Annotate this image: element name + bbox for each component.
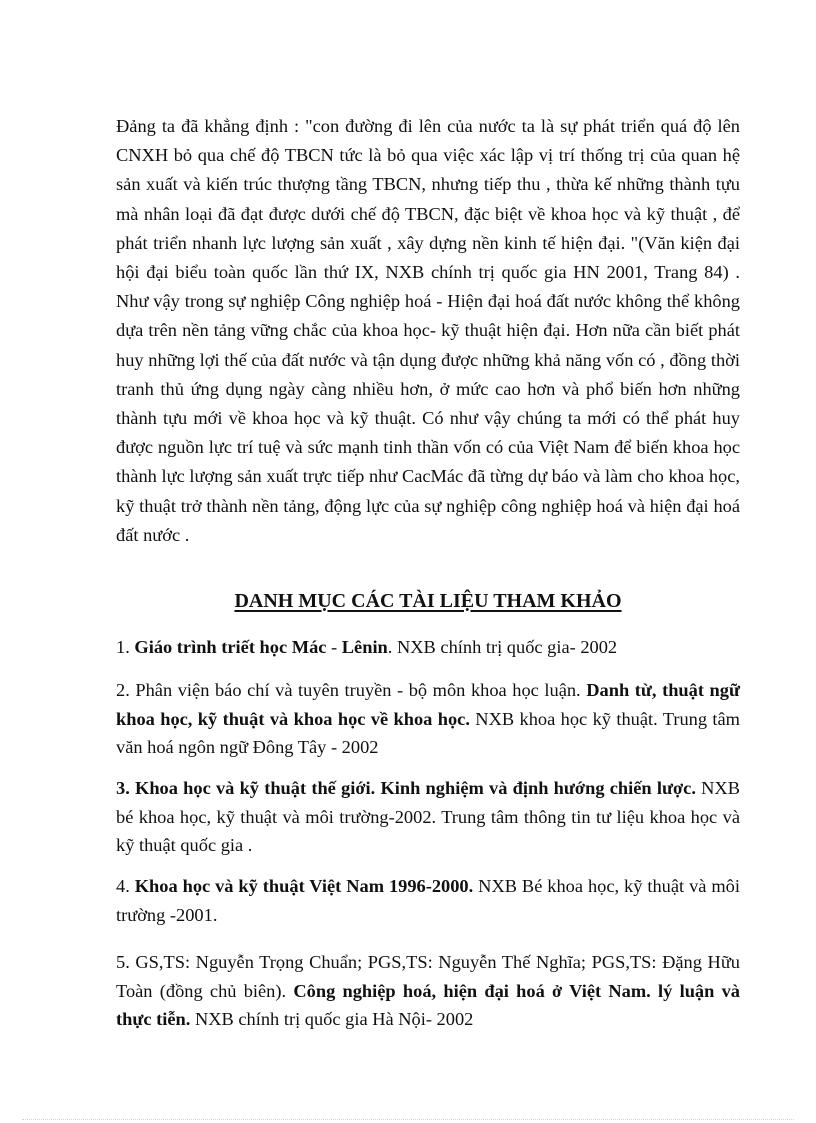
reference-title: Khoa học và kỹ thuật Việt Nam 1996-2000. (134, 876, 474, 896)
reference-item-5 (116, 948, 740, 1034)
reference-item-3 (116, 774, 740, 860)
reference-number: 1. (116, 637, 130, 657)
reference-title: Công nghiệp hoá, hiện đại hoá ở Việt Nam. lý luận và thực tiễn. (116, 980, 740, 1029)
reference-author: Phân viện báo chí và tuyên truyền - bộ môn khoa học luận. (135, 680, 587, 700)
reference-title: Giáo trình triết học Mác (134, 637, 327, 657)
references-title: DANH MỤC CÁC TÀI LIỆU THAM KHẢO (234, 590, 622, 612)
reference-publisher: NXB Bé khoa học, kỹ thuật và môi trường -2001. (116, 876, 740, 925)
reference-publisher: NXB bé khoa học, kỹ thuật và môi trường-2002. Trung tâm thông tin tư liệu khoa học và kỹ thuật quốc gia . (116, 778, 740, 855)
reference-publisher: NXB khoa học kỹ thuật. Trung tâm văn hoá ngôn ngữ Đông Tây - 2002 (116, 708, 740, 757)
reference-number: 5. (116, 952, 130, 972)
page-footer-divider (22, 1119, 794, 1120)
reference-publisher: NXB chính trị quốc gia Hà Nội- 2002 (190, 1009, 474, 1029)
reference-number: 4. (116, 876, 130, 896)
reference-publisher: . NXB chính trị quốc gia- 2002 (387, 637, 618, 657)
reference-number: 3. (116, 778, 130, 798)
body-paragraph: Đảng ta đã khẳng định : "con đường đi lên của nước ta là sự phát triển quá độ lên CNXH bỏ qua chế độ TBCN tức là bỏ qua việc xác lập vị trí thống trị của quan hệ sản xuất và kiến trúc thượng tầng TBCN, nhưng tiếp thu , thừa kế những thành tựu mà nhân loại đã đạt được dưới chế độ TBCN, đặc biệt về khoa học và kỹ thuật , để phát triển nhanh lực lượng sản xuất , xây dựng nền kinh tế hiện đại. "(Văn kiện đại hội đại biểu toàn quốc lần thứ IX, NXB chính trị quốc gia HN 2001, Trang 84) . Như vậy trong sự nghiệp Công nghiệp hoá - Hiện đại hoá đất nước không thể không dựa trên nền tảng vững chắc của khoa học- kỹ thuật hiện đại. Hơn nữa cần biết phát huy những lợi thế của đất nước và tận dụng được những khả năng vốn có , đồng thời tranh thủ ứng dụng ngày càng nhiều hơn, ở mức cao hơn và phổ biến hơn những thành tựu mới về khoa học và kỹ thuật. Có như vậy chúng ta mới có thể phát huy được nguồn lực trí tuệ và sức mạnh tinh thần vốn có của Việt Nam để biến khoa học thành lực lượng sản xuất trực tiếp như CacMác đã từng dự báo và làm cho khoa học, kỹ thuật trở thành nền tảng, động lực của sự nghiệp công nghiệp hoá và hiện đại hoá đất nước . (116, 116, 740, 545)
reference-number: 2. (116, 680, 130, 700)
reference-item-4 (116, 872, 740, 929)
reference-item-2 (116, 676, 740, 762)
reference-item-1 (116, 633, 740, 662)
reference-title: Khoa học và kỹ thuật thế giới. Kinh nghiệm và định hướng chiến lược. (135, 778, 696, 798)
reference-separator: - (326, 637, 342, 657)
reference-author: GS,TS: Nguyễn Trọng Chuẩn; PGS,TS: Nguyễn Thế Nghĩa; PGS,TS: Đặng Hữu Toàn (đồng chủ biên). (116, 952, 740, 1001)
reference-title-part: Lênin (341, 637, 388, 657)
reference-title: Danh từ, thuật ngữ khoa học, kỹ thuật và khoa học về khoa học. (116, 680, 740, 729)
